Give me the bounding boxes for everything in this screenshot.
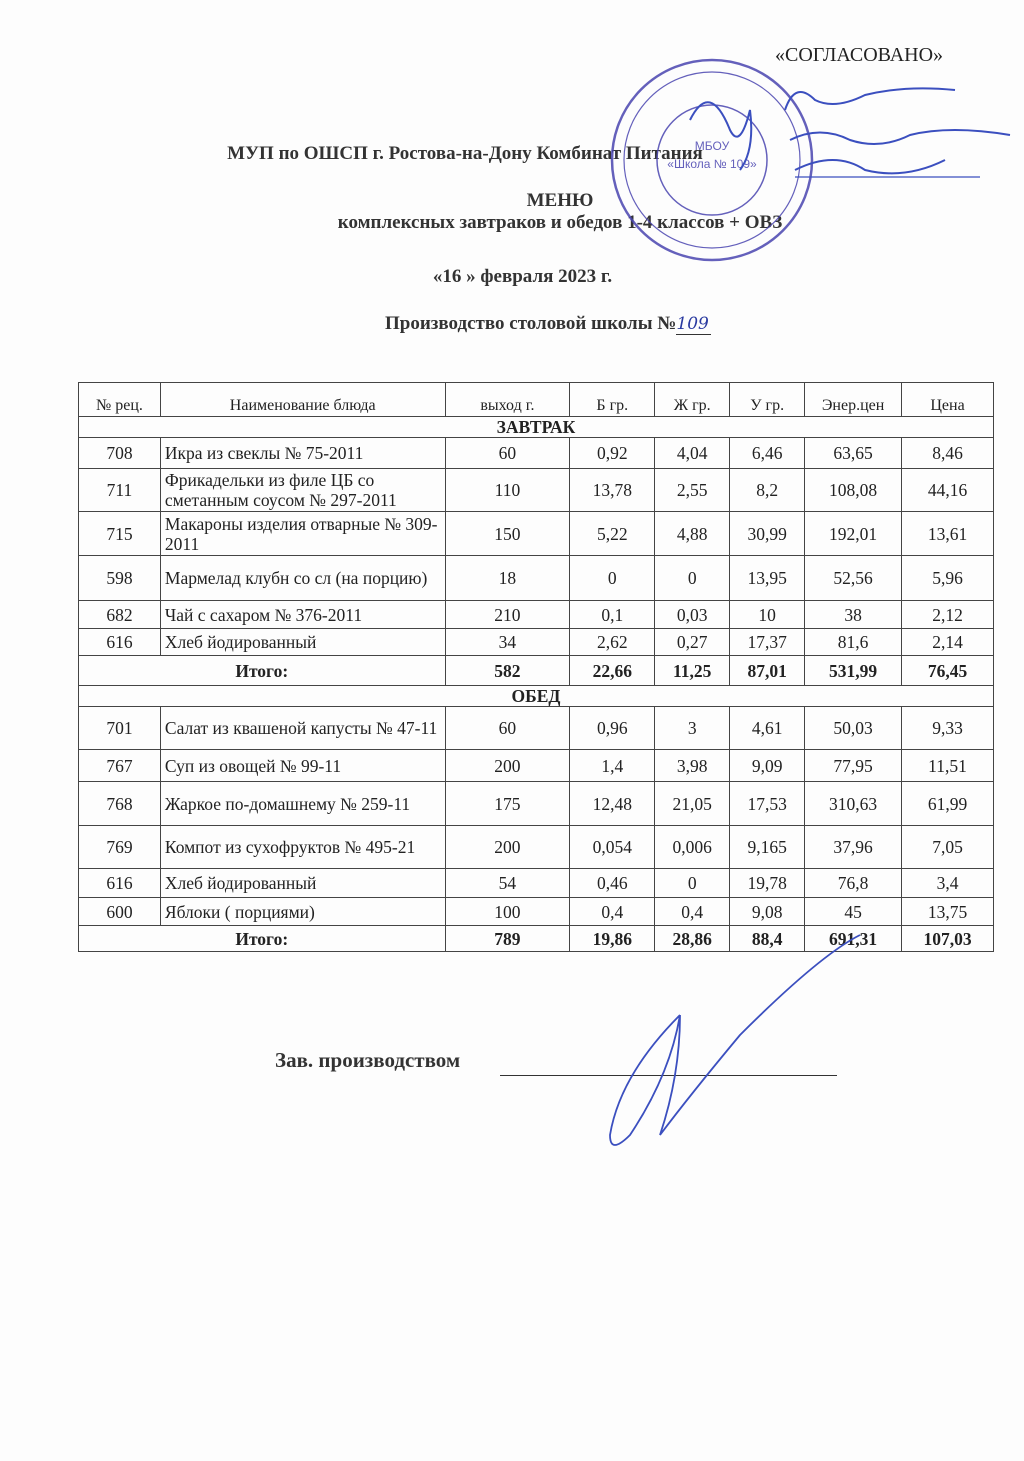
portion-weight-cell: 18: [445, 556, 570, 601]
price-cell: 11,51: [902, 750, 994, 782]
energy-value-cell: 310,63: [805, 782, 902, 826]
carbs-cell: 6,46: [730, 438, 805, 469]
column-header-carbs: У гр.: [730, 383, 805, 417]
fat-cell: 2,55: [655, 469, 730, 512]
fat-cell: 0,4: [655, 898, 730, 926]
column-header-portion-weight: выход г.: [445, 383, 570, 417]
svg-text:МБОУ: МБОУ: [694, 139, 730, 153]
carbs-cell: 17,37: [730, 629, 805, 656]
portion-weight-cell: 100: [445, 898, 570, 926]
protein-total: 19,86: [570, 926, 655, 952]
fat-cell: 21,05: [655, 782, 730, 826]
portion-weight-cell: 175: [445, 782, 570, 826]
recipe-number-cell: 598: [79, 556, 161, 601]
carbs-cell: 4,61: [730, 707, 805, 750]
recipe-number-cell: 767: [79, 750, 161, 782]
portion-weight-cell: 54: [445, 869, 570, 898]
dish-name-cell: Компот из сухофруктов № 495-21: [160, 826, 445, 869]
recipe-number-cell: 701: [79, 707, 161, 750]
protein-cell: 0,4: [570, 898, 655, 926]
carbs-total: 88,4: [730, 926, 805, 952]
energy-value-cell: 37,96: [805, 826, 902, 869]
energy-value-total: 691,31: [805, 926, 902, 952]
protein-cell: 0,96: [570, 707, 655, 750]
price-cell: 2,12: [902, 601, 994, 629]
protein-total: 22,66: [570, 656, 655, 686]
price-total: 76,45: [902, 656, 994, 686]
energy-value-cell: 38: [805, 601, 902, 629]
total-label: Итого:: [79, 656, 446, 686]
recipe-number-cell: 708: [79, 438, 161, 469]
carbs-cell: 9,08: [730, 898, 805, 926]
portion-weight-total: 789: [445, 926, 570, 952]
price-cell: 8,46: [902, 438, 994, 469]
protein-cell: 0,46: [570, 869, 655, 898]
column-header-energy-value: Энер.цен: [805, 383, 902, 417]
fat-cell: 0,03: [655, 601, 730, 629]
energy-value-cell: 192,01: [805, 512, 902, 556]
protein-cell: 0: [570, 556, 655, 601]
protein-cell: 0,054: [570, 826, 655, 869]
column-header-recipe-number: № рец.: [79, 383, 161, 417]
fat-cell: 4,88: [655, 512, 730, 556]
protein-cell: 0,92: [570, 438, 655, 469]
production-manager-label: Зав. производством: [275, 1048, 461, 1072]
carbs-cell: 10: [730, 601, 805, 629]
energy-value-cell: 81,6: [805, 629, 902, 656]
manager-signature: [610, 935, 860, 1145]
price-cell: 2,14: [902, 629, 994, 656]
column-header-dish-name: Наименование блюда: [160, 383, 445, 417]
recipe-number-cell: 711: [79, 469, 161, 512]
energy-value-cell: 63,65: [805, 438, 902, 469]
energy-value-cell: 77,95: [805, 750, 902, 782]
production-label: Производство столовой школы №: [385, 313, 677, 334]
fat-cell: 0: [655, 869, 730, 898]
recipe-number-cell: 769: [79, 826, 161, 869]
recipe-number-cell: 616: [79, 869, 161, 898]
portion-weight-cell: 110: [445, 469, 570, 512]
column-header-fat: Ж гр.: [655, 383, 730, 417]
price-cell: 13,75: [902, 898, 994, 926]
protein-cell: 5,22: [570, 512, 655, 556]
energy-value-cell: 76,8: [805, 869, 902, 898]
energy-value-cell: 50,03: [805, 707, 902, 750]
portion-weight-cell: 34: [445, 629, 570, 656]
dish-name-cell: Чай с сахаром № 376-2011: [160, 601, 445, 629]
portion-weight-cell: 210: [445, 601, 570, 629]
protein-cell: 2,62: [570, 629, 655, 656]
portion-weight-cell: 200: [445, 750, 570, 782]
document-title: МЕНЮ: [526, 190, 594, 211]
price-cell: 13,61: [902, 512, 994, 556]
energy-value-total: 531,99: [805, 656, 902, 686]
carbs-total: 87,01: [730, 656, 805, 686]
lunch-section-title: ОБЕД: [79, 686, 994, 707]
fat-cell: 3,98: [655, 750, 730, 782]
dish-name-cell: Жаркое по-домашнему № 259-11: [160, 782, 445, 826]
price-cell: 44,16: [902, 469, 994, 512]
column-header-protein: Б гр.: [570, 383, 655, 417]
carbs-cell: 9,165: [730, 826, 805, 869]
carbs-cell: 9,09: [730, 750, 805, 782]
price-cell: 61,99: [902, 782, 994, 826]
carbs-cell: 30,99: [730, 512, 805, 556]
protein-cell: 12,48: [570, 782, 655, 826]
recipe-number-cell: 715: [79, 512, 161, 556]
dish-name-cell: Фрикадельки из филе ЦБ со сметанным соусом № 297-2011: [160, 469, 445, 512]
dish-name-cell: Макароны изделия отварные № 309-2011: [160, 512, 445, 556]
document-date: «16 » февраля 2023 г.: [432, 266, 613, 287]
price-total: 107,03: [902, 926, 994, 952]
energy-value-cell: 108,08: [805, 469, 902, 512]
school-number: 109: [676, 314, 711, 335]
price-cell: 5,96: [902, 556, 994, 601]
recipe-number-cell: 616: [79, 629, 161, 656]
protein-cell: 0,1: [570, 601, 655, 629]
energy-value-cell: 52,56: [805, 556, 902, 601]
price-cell: 3,4: [902, 869, 994, 898]
energy-value-cell: 45: [805, 898, 902, 926]
price-cell: 7,05: [902, 826, 994, 869]
portion-weight-cell: 150: [445, 512, 570, 556]
portion-weight-cell: 60: [445, 438, 570, 469]
dish-name-cell: Салат из квашеной капусты № 47-11: [160, 707, 445, 750]
dish-name-cell: Яблоки ( порциями): [160, 898, 445, 926]
dish-name-cell: Суп из овощей № 99-11: [160, 750, 445, 782]
fat-cell: 3: [655, 707, 730, 750]
protein-cell: 1,4: [570, 750, 655, 782]
recipe-number-cell: 682: [79, 601, 161, 629]
fat-cell: 4,04: [655, 438, 730, 469]
document-subtitle: комплексных завтраков и обедов 1-4 классов + ОВЗ: [337, 212, 783, 233]
dish-name-cell: Хлеб йодированный: [160, 629, 445, 656]
fat-cell: 0,27: [655, 629, 730, 656]
carbs-cell: 19,78: [730, 869, 805, 898]
svg-text:«Школа № 109»: «Школа № 109»: [667, 157, 757, 171]
fat-cell: 0: [655, 556, 730, 601]
breakfast-section-title: ЗАВТРАК: [79, 417, 994, 438]
recipe-number-cell: 600: [79, 898, 161, 926]
carbs-cell: 8,2: [730, 469, 805, 512]
protein-cell: 13,78: [570, 469, 655, 512]
carbs-cell: 13,95: [730, 556, 805, 601]
portion-weight-cell: 200: [445, 826, 570, 869]
portion-weight-total: 582: [445, 656, 570, 686]
price-cell: 9,33: [902, 707, 994, 750]
approval-label: «СОГЛАСОВАНО»: [775, 44, 944, 66]
carbs-cell: 17,53: [730, 782, 805, 826]
total-label: Итого:: [79, 926, 446, 952]
dish-name-cell: Мармелад клубн со сл (на порцию): [160, 556, 445, 601]
fat-total: 11,25: [655, 656, 730, 686]
recipe-number-cell: 768: [79, 782, 161, 826]
organization-name: МУП по ОШСП г. Ростова-на-Дону Комбинат Питания: [227, 143, 703, 164]
dish-name-cell: Икра из свеклы № 75-2011: [160, 438, 445, 469]
fat-cell: 0,006: [655, 826, 730, 869]
portion-weight-cell: 60: [445, 707, 570, 750]
fat-total: 28,86: [655, 926, 730, 952]
dish-name-cell: Хлеб йодированный: [160, 869, 445, 898]
school-stamp: [612, 60, 812, 260]
column-header-price: Цена: [902, 383, 994, 417]
